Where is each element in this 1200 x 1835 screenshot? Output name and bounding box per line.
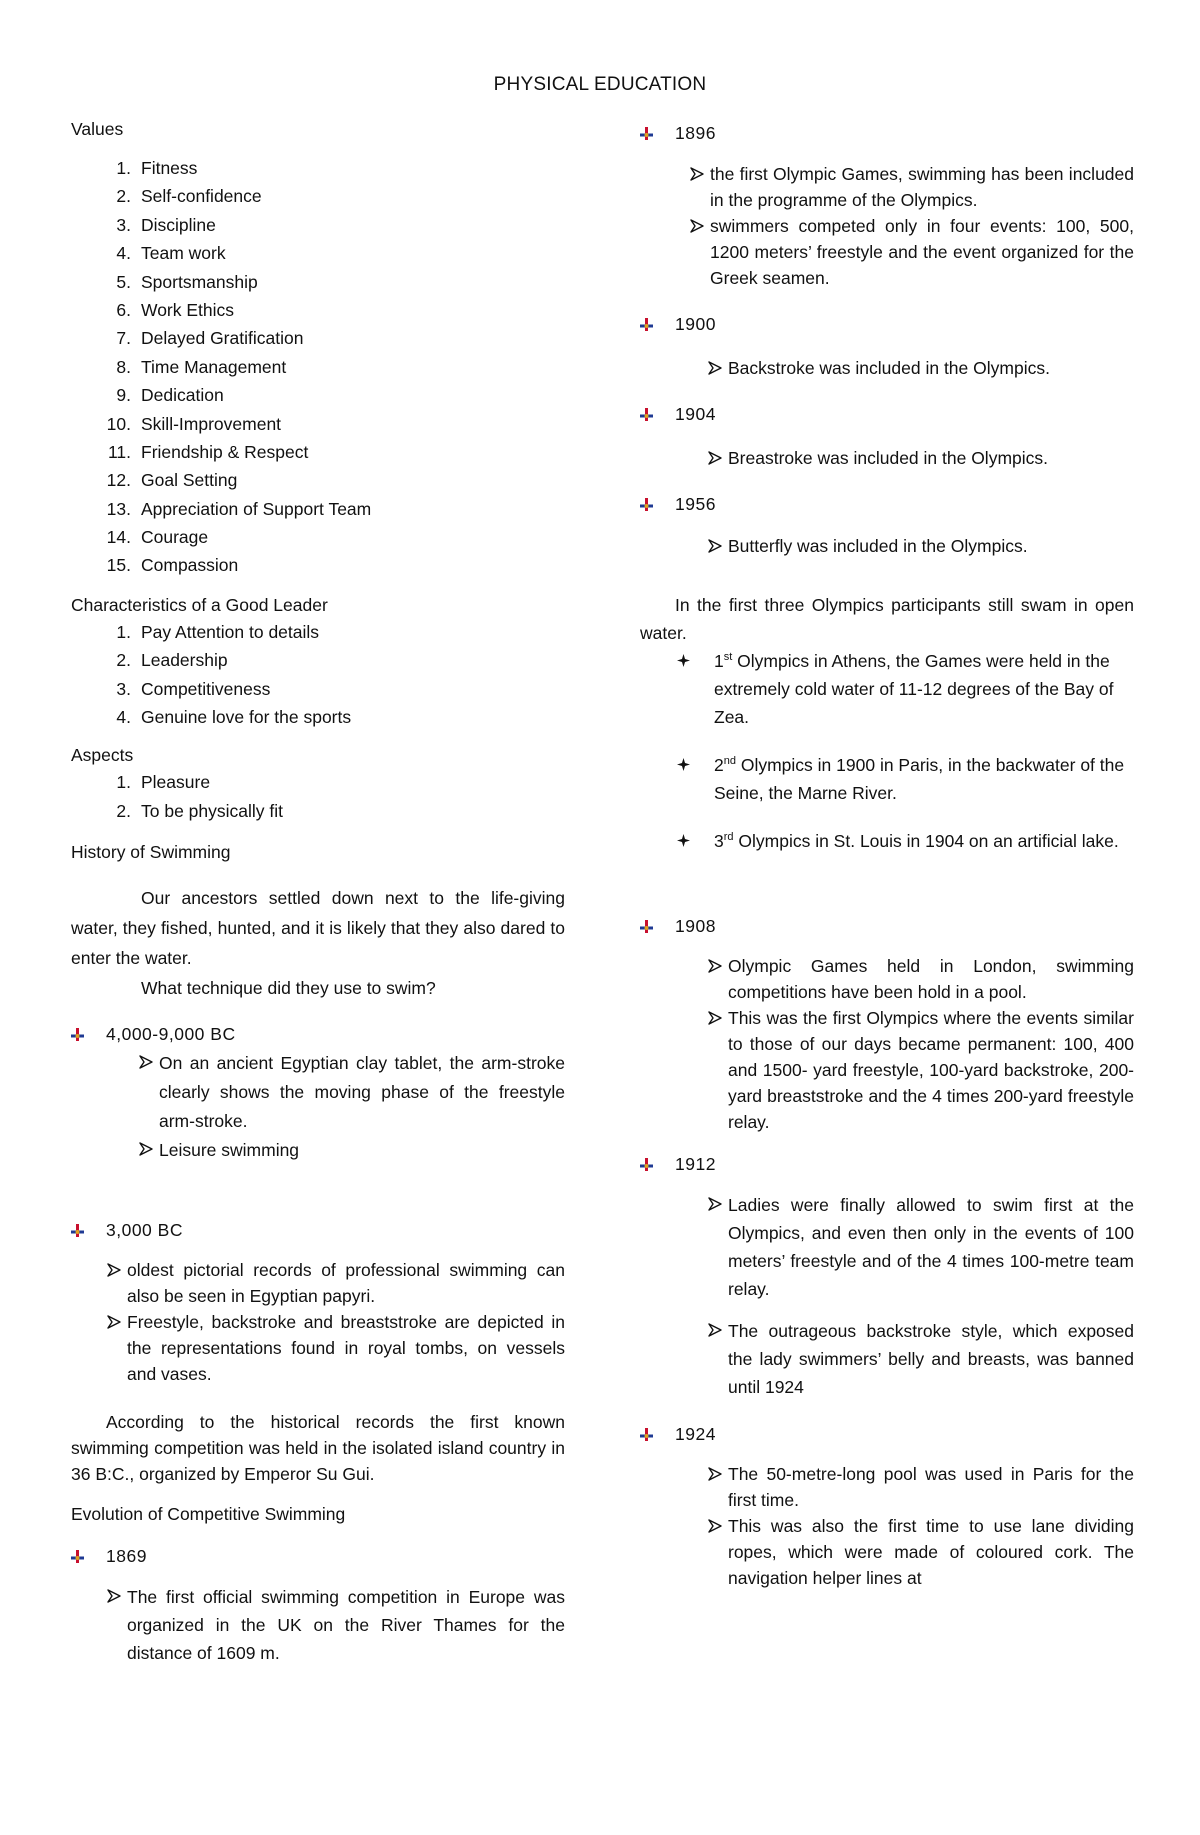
list-number: 3.: [116, 214, 131, 235]
bullet-icon: [71, 1224, 84, 1237]
list-number: 11.: [107, 441, 131, 462]
arrow-bullet-icon: [107, 1583, 127, 1609]
list-item: [71, 296, 565, 324]
ordinal: 2: [714, 755, 724, 775]
leader-list: [71, 618, 565, 732]
list-item: [71, 268, 565, 296]
bullet-icon: [640, 1158, 653, 1171]
list-number: 2.: [116, 800, 131, 821]
arrow-bullet-icon: [690, 161, 710, 187]
year-1900-points: [708, 355, 1134, 381]
list-number: 8.: [116, 356, 131, 377]
list-number: 4.: [116, 243, 131, 264]
list-text: Compassion: [141, 555, 239, 576]
year-4000-points: [139, 1049, 565, 1165]
bullet-icon: [640, 408, 653, 421]
bullet-icon: [71, 1028, 84, 1041]
bullet-icon: [640, 498, 653, 511]
year-3000-bc: [71, 1215, 565, 1245]
list-item: [71, 324, 565, 352]
aspects-list: [71, 768, 565, 825]
values-list: [71, 154, 565, 580]
list-item: [71, 797, 565, 825]
arrow-bullet-icon: [708, 1513, 728, 1539]
openwater-item: [676, 751, 1134, 807]
list-item: [71, 523, 565, 551]
bullet-icon: [640, 127, 653, 140]
competition-paragraph: According to the historical records the first known swimming competition was held in the isolated island country in 36 B:C., organized by Emperor Su Gui.: [71, 1412, 565, 1485]
list-text: To be physically fit: [141, 800, 284, 821]
diamond-bullet-icon: [676, 827, 696, 853]
diamond-bullet-icon: [676, 751, 696, 777]
list-number: 2.: [116, 650, 131, 671]
arrow-text: The first official swimming competition in Europe was organized in the UK on the River Thames for the distance of 1609 m.: [127, 1587, 565, 1664]
arrow-bullet-icon: [139, 1136, 159, 1162]
arrow-bullet-icon: [708, 533, 728, 559]
arrow-item: [708, 1513, 1134, 1591]
arrow-bullet-icon: [690, 213, 710, 239]
openwater-list: [676, 647, 1134, 855]
arrow-item: [708, 1461, 1134, 1513]
list-text: Self-confidence: [141, 186, 262, 207]
arrow-item: [708, 1191, 1134, 1303]
list-item: [71, 466, 565, 494]
arrow-item: [690, 213, 1134, 291]
list-text: Competitiveness: [141, 678, 271, 699]
list-number: 4.: [116, 707, 131, 728]
arrow-bullet-icon: [708, 1461, 728, 1487]
arrow-text: Butterfly was included in the Olympics.: [728, 536, 1028, 556]
arrow-text: Ladies were finally allowed to swim first at the Olympics, and even then only in the events of 100 meters’ freestyle and of the 4 times 100-metre team relay.: [728, 1195, 1134, 1299]
list-number: 13.: [106, 498, 131, 519]
year-3000-points: [107, 1257, 565, 1387]
arrow-text: On an ancient Egyptian clay tablet, the arm-stroke clearly shows the moving phase of the freestyle arm-stroke.: [159, 1053, 565, 1132]
year-label: 3,000 BC: [106, 1220, 183, 1241]
list-text: Friendship & Respect: [141, 441, 309, 462]
year-1869: [71, 1541, 565, 1571]
year-1908: [640, 911, 1134, 941]
arrow-bullet-icon: [708, 1005, 728, 1031]
list-item: [71, 154, 565, 182]
year-label: 4,000-9,000 BC: [106, 1024, 236, 1045]
year-label: 1924: [675, 1424, 716, 1444]
year-label: 1956: [675, 494, 716, 514]
list-number: 7.: [116, 328, 131, 349]
year-1900: [640, 309, 1134, 339]
openwater-item: [676, 647, 1134, 731]
list-text: Appreciation of Support Team: [141, 498, 372, 519]
year-1924: [640, 1419, 1134, 1449]
arrow-item: [708, 1005, 1134, 1135]
year-1956-points: [708, 533, 1134, 559]
year-4000-bc: [71, 1019, 565, 1049]
list-item: [71, 239, 565, 267]
openwater-text: Olympics in St. Louis in 1904 on an artificial lake.: [738, 831, 1119, 851]
arrow-item: [708, 953, 1134, 1005]
arrow-item: [139, 1049, 565, 1136]
aspects-heading: Aspects: [71, 745, 134, 766]
list-text: Fitness: [141, 158, 198, 178]
list-number: 10.: [106, 413, 131, 434]
arrow-item: [107, 1583, 565, 1667]
arrow-text: Backstroke was included in the Olympics.: [728, 358, 1050, 378]
list-text: Sportsmanship: [141, 271, 258, 292]
list-text: Pleasure: [141, 772, 211, 793]
history-heading: History of Swimming: [71, 842, 231, 863]
openwater-text: Olympics in Athens, the Games were held in the extremely cold water of 11-12 degrees of the Bay of Zea.: [714, 651, 1114, 727]
list-item: [71, 551, 565, 579]
arrow-bullet-icon: [708, 355, 728, 381]
list-text: Discipline: [141, 214, 216, 235]
arrow-text: Leisure swimming: [159, 1140, 300, 1161]
arrow-text: This was the first Olympics where the events similar to those of our days became permanent: 100, 400 and 1500- yard freestyle, 100-yard backstroke, 200-yard breaststroke and the 4 times 200-yard freestyle relay.: [728, 1008, 1134, 1132]
arrow-bullet-icon: [107, 1257, 127, 1283]
list-text: Team work: [141, 243, 226, 264]
leader-heading: Characteristics of a Good Leader: [71, 594, 328, 615]
year-1904: [640, 399, 1134, 429]
year-1912: [640, 1149, 1134, 1179]
arrow-bullet-icon: [708, 1317, 728, 1343]
history-question: What technique did they use to swim?: [141, 978, 436, 999]
arrow-text: swimmers competed only in four events: 100, 500, 1200 meters’ freestyle and the event organized for the Greek seamen.: [710, 216, 1134, 288]
arrow-item: [708, 1317, 1134, 1401]
bullet-icon: [640, 318, 653, 331]
arrow-bullet-icon: [139, 1049, 159, 1075]
arrow-item: [708, 533, 1134, 559]
year-1904-points: [708, 445, 1134, 471]
list-item: [71, 182, 565, 210]
list-number: 14.: [106, 527, 131, 548]
bullet-icon: [640, 1428, 653, 1441]
list-number: 1.: [116, 621, 131, 642]
arrow-item: [107, 1257, 565, 1309]
list-item: [71, 618, 565, 646]
list-text: Work Ethics: [141, 299, 235, 320]
year-1924-points: [708, 1461, 1134, 1591]
list-text: Pay Attention to details: [141, 621, 320, 642]
right-column: [640, 118, 1134, 1591]
arrow-bullet-icon: [708, 953, 728, 979]
list-item: [71, 353, 565, 381]
openwater-text: Olympics in 1900 in Paris, in the backwater of the Seine, the Marne River.: [714, 755, 1125, 803]
values-heading: Values: [71, 119, 124, 139]
list-number: 5.: [116, 271, 131, 292]
arrow-text: The outrageous backstroke style, which exposed the lady swimmers’ belly and breasts, was banned until 1924: [728, 1321, 1134, 1397]
list-number: 1.: [116, 772, 131, 793]
list-item: [71, 703, 565, 731]
arrow-text: Breastroke was included in the Olympics.: [728, 448, 1048, 468]
arrow-text: The 50-metre-long pool was used in Paris for the first time.: [728, 1464, 1134, 1510]
year-1896: [640, 118, 1134, 148]
list-text: Delayed Gratification: [141, 328, 304, 349]
openwater-item: [676, 827, 1134, 855]
list-item: [71, 675, 565, 703]
year-1908-points: [708, 953, 1134, 1135]
ordinal-suffix: nd: [723, 755, 736, 768]
arrow-item: [708, 445, 1134, 471]
arrow-text: Freestyle, backstroke and breaststroke are depicted in the representations found in royal tombs, on vessels and vases.: [127, 1312, 565, 1385]
list-text: Goal Setting: [141, 470, 238, 491]
list-item: [71, 646, 565, 674]
list-number: 1.: [116, 158, 131, 178]
year-label: 1908: [675, 916, 716, 936]
list-item: [71, 768, 565, 796]
ordinal: 3: [714, 831, 724, 851]
arrow-bullet-icon: [708, 1191, 728, 1217]
ordinal: 1: [714, 651, 724, 671]
arrow-text: Olympic Games held in London, swimming competitions have been hold in a pool.: [728, 956, 1134, 1002]
bullet-icon: [71, 1550, 84, 1563]
list-item: [71, 211, 565, 239]
year-label: 1904: [675, 404, 716, 424]
year-label: 1912: [675, 1154, 716, 1174]
list-number: 6.: [116, 299, 131, 320]
openwater-intro: In the first three Olympics participants still swam in open water.: [640, 595, 1134, 643]
arrow-text: the first Olympic Games, swimming has been included in the programme of the Olympics.: [710, 164, 1134, 210]
list-text: Leadership: [141, 650, 228, 671]
list-text: Skill-Improvement: [141, 413, 282, 434]
arrow-bullet-icon: [107, 1309, 127, 1335]
year-1896-points: [690, 161, 1134, 291]
list-item: [71, 410, 565, 438]
ordinal-suffix: st: [723, 651, 733, 664]
year-1912-points: [708, 1191, 1134, 1401]
arrow-item: [708, 355, 1134, 381]
arrow-text: This was also the first time to use lane dividing ropes, which were made of coloured cork. The navigation helper lines at: [728, 1516, 1134, 1588]
list-number: 3.: [116, 678, 131, 699]
arrow-bullet-icon: [708, 445, 728, 471]
list-item: [71, 495, 565, 523]
arrow-text: oldest pictorial records of professional swimming can also be seen in Egyptian papyri.: [127, 1260, 565, 1307]
list-text: Courage: [141, 527, 209, 548]
year-1869-points: [107, 1583, 565, 1667]
list-text: Genuine love for the sports: [141, 707, 352, 728]
list-item: [71, 438, 565, 466]
left-column: [71, 116, 565, 1667]
list-number: 12.: [106, 470, 131, 491]
list-number: 15.: [106, 555, 131, 576]
evolution-heading: Evolution of Competitive Swimming: [71, 1504, 346, 1525]
list-text: Dedication: [141, 385, 224, 406]
list-number: 2.: [116, 186, 131, 207]
page-title: PHYSICAL EDUCATION: [493, 74, 707, 95]
list-text: Time Management: [141, 356, 287, 377]
history-intro: Our ancestors settled down next to the life-giving water, they fished, hunted, and it is likely that they also dared to enter the water.: [71, 888, 565, 969]
arrow-item: [690, 161, 1134, 213]
bullet-icon: [640, 920, 653, 933]
diamond-bullet-icon: [676, 647, 696, 673]
year-label: 1896: [675, 123, 716, 143]
year-1956: [640, 489, 1134, 519]
year-label: 1869: [106, 1546, 147, 1567]
ordinal-suffix: rd: [723, 831, 734, 844]
list-item: [71, 381, 565, 409]
arrow-item: [139, 1136, 565, 1165]
list-number: 9.: [116, 385, 131, 406]
arrow-item: [107, 1309, 565, 1387]
year-label: 1900: [675, 314, 716, 334]
